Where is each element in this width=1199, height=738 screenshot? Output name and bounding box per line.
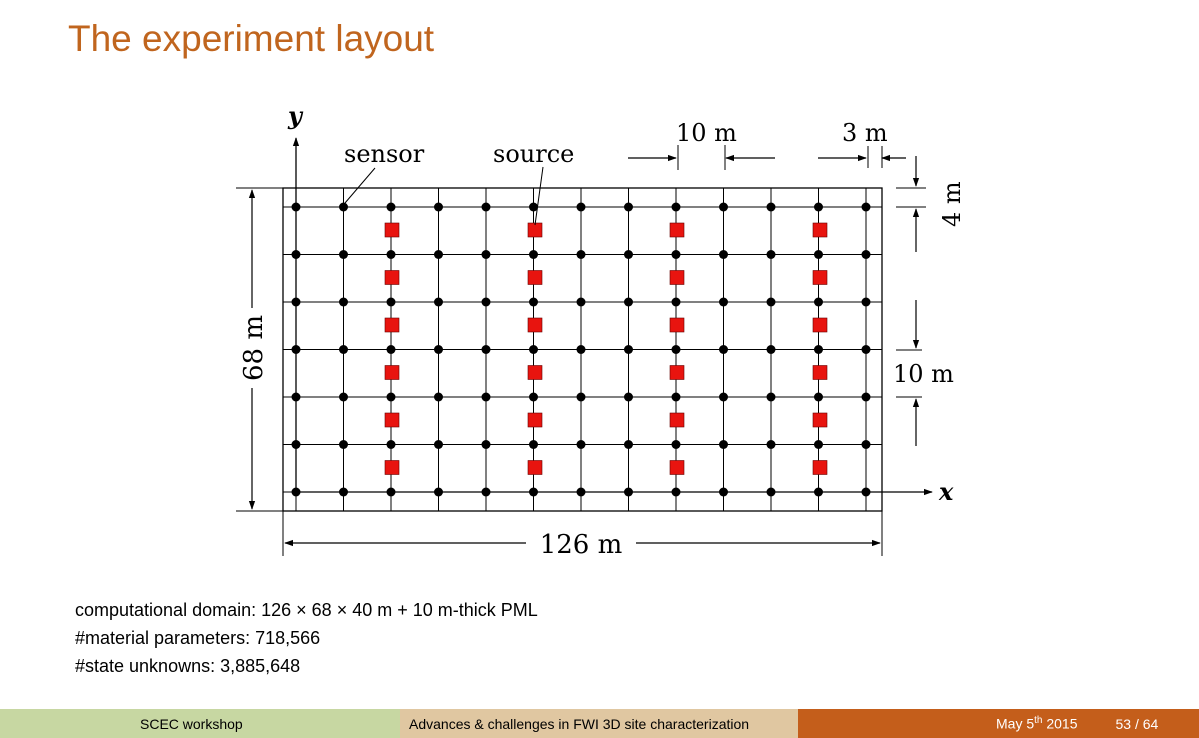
source-marker	[528, 318, 542, 332]
source-marker	[813, 413, 827, 427]
stat-state-label: #state unknowns:	[75, 656, 216, 676]
source-marker	[813, 461, 827, 475]
sensor-marker	[624, 298, 633, 307]
source-label: source	[493, 140, 575, 168]
sensor-marker	[719, 250, 728, 259]
dim-width-label: 126 m	[539, 530, 623, 560]
source-marker	[528, 413, 542, 427]
sensor-marker	[434, 393, 443, 402]
sensor-marker	[624, 440, 633, 449]
source-marker	[813, 223, 827, 237]
stat-domain-value: 126 × 68 × 40 m + 10 m-thick PML	[261, 600, 538, 620]
sensor-marker	[434, 440, 443, 449]
sensor-marker	[339, 250, 348, 259]
sensor-marker	[339, 393, 348, 402]
footer-event	[0, 709, 400, 738]
source-marker	[528, 366, 542, 380]
sensor-marker	[767, 440, 776, 449]
stat-state-unknowns	[75, 652, 538, 680]
sensor-marker	[577, 393, 586, 402]
sensor-marker	[482, 440, 491, 449]
sensor-marker	[339, 203, 348, 212]
sensor-marker	[577, 203, 586, 212]
experiment-stats	[75, 596, 538, 680]
footer-talk-title	[400, 709, 798, 738]
sources	[385, 223, 827, 475]
sensor-marker	[434, 298, 443, 307]
sensor-marker	[624, 250, 633, 259]
source-marker	[528, 271, 542, 285]
sensor-marker	[387, 393, 396, 402]
dim-spacing-y-label: 10 m	[893, 360, 954, 388]
sensor-marker	[577, 440, 586, 449]
sensor-leader-line	[345, 168, 375, 203]
sensor-marker	[719, 345, 728, 354]
footer-date-suffix: 2015	[1046, 715, 1078, 732]
sensor-marker	[529, 250, 538, 259]
source-marker	[670, 413, 684, 427]
sensor-marker	[624, 345, 633, 354]
sensor-marker	[529, 440, 538, 449]
sensor-marker	[719, 440, 728, 449]
y-axis-label: y	[288, 101, 302, 130]
dim-margin-y-label: 4 m	[938, 181, 966, 227]
sensor-marker	[482, 250, 491, 259]
sensor-marker	[862, 393, 871, 402]
sensor-marker	[814, 440, 823, 449]
sensor-marker	[482, 393, 491, 402]
sensor-marker	[767, 298, 776, 307]
source-marker	[813, 366, 827, 380]
source-marker	[670, 271, 684, 285]
dim-spacing-x-label: 10 m	[676, 119, 737, 147]
slide-title: The experiment layout	[68, 18, 435, 59]
sensor-marker	[387, 250, 396, 259]
source-marker	[670, 366, 684, 380]
sensor-marker	[814, 298, 823, 307]
source-marker	[385, 318, 399, 332]
sensor-marker	[482, 298, 491, 307]
footer-date-page	[798, 709, 1199, 738]
sensor-marker	[862, 345, 871, 354]
sensor-marker	[339, 345, 348, 354]
source-marker	[528, 223, 542, 237]
sensor-marker	[387, 298, 396, 307]
sensor-marker	[672, 298, 681, 307]
sensor-marker	[719, 393, 728, 402]
source-marker	[813, 318, 827, 332]
sensor-marker	[387, 440, 396, 449]
source-marker	[385, 271, 399, 285]
sensor-marker	[577, 298, 586, 307]
sensor-marker	[672, 250, 681, 259]
sensor-marker	[672, 440, 681, 449]
source-marker	[670, 223, 684, 237]
stat-domain-label: computational domain:	[75, 600, 257, 620]
dim-margin-x-label: 3 m	[842, 119, 888, 147]
stat-material-parameters	[75, 624, 538, 652]
sensor-marker	[624, 393, 633, 402]
sensor-marker	[672, 345, 681, 354]
sensor-marker	[672, 393, 681, 402]
sensor-marker	[672, 203, 681, 212]
sensor-marker	[339, 440, 348, 449]
sensor-marker	[434, 250, 443, 259]
source-marker	[670, 461, 684, 475]
sensor-marker	[814, 345, 823, 354]
sensor-marker	[577, 250, 586, 259]
sensor-marker	[767, 345, 776, 354]
sensor-marker	[434, 345, 443, 354]
sensor-marker	[529, 345, 538, 354]
sensor-marker	[339, 298, 348, 307]
footer-date-sup: th	[1034, 715, 1043, 727]
sensor-marker	[767, 250, 776, 259]
sensor-marker	[387, 203, 396, 212]
source-marker	[385, 223, 399, 237]
footer-date	[996, 715, 1078, 732]
stat-state-value: 3,885,648	[220, 656, 301, 676]
sensor-marker	[434, 203, 443, 212]
source-marker	[670, 318, 684, 332]
sensor-marker	[814, 250, 823, 259]
slide-footer	[0, 709, 1199, 738]
sensor-marker	[482, 203, 491, 212]
dim-height-label: 68 m	[239, 314, 269, 382]
footer-date-prefix: May 5	[996, 715, 1035, 732]
sensor-marker	[862, 203, 871, 212]
sensor-label: sensor	[344, 140, 425, 168]
stat-params-label: #material parameters:	[75, 628, 251, 648]
source-marker	[813, 271, 827, 285]
sensor-marker	[577, 345, 586, 354]
sensor-marker	[767, 203, 776, 212]
source-marker	[385, 366, 399, 380]
sensor-marker	[387, 345, 396, 354]
sensor-marker	[862, 298, 871, 307]
x-axis-label: x	[939, 477, 954, 506]
footer-event-text: SCEC workshop	[140, 715, 243, 732]
sensor-marker	[719, 203, 728, 212]
sensor-marker	[529, 393, 538, 402]
sensor-marker	[862, 440, 871, 449]
stat-computational-domain	[75, 596, 538, 624]
sensor-marker	[529, 298, 538, 307]
source-marker	[385, 413, 399, 427]
footer-page-number: 53 / 64	[1115, 715, 1159, 732]
sensor-marker	[814, 203, 823, 212]
sensor-marker	[767, 393, 776, 402]
sensor-marker	[482, 345, 491, 354]
sensor-marker	[719, 298, 728, 307]
stat-params-value: 718,566	[255, 628, 321, 648]
source-leader-line	[535, 167, 543, 225]
sensor-marker	[862, 250, 871, 259]
source-marker	[528, 461, 542, 475]
source-marker	[385, 461, 399, 475]
footer-talk-title-text: Advances & challenges in FWI 3D site characterization	[409, 715, 750, 732]
sensor-marker	[624, 203, 633, 212]
sensor-marker	[814, 393, 823, 402]
